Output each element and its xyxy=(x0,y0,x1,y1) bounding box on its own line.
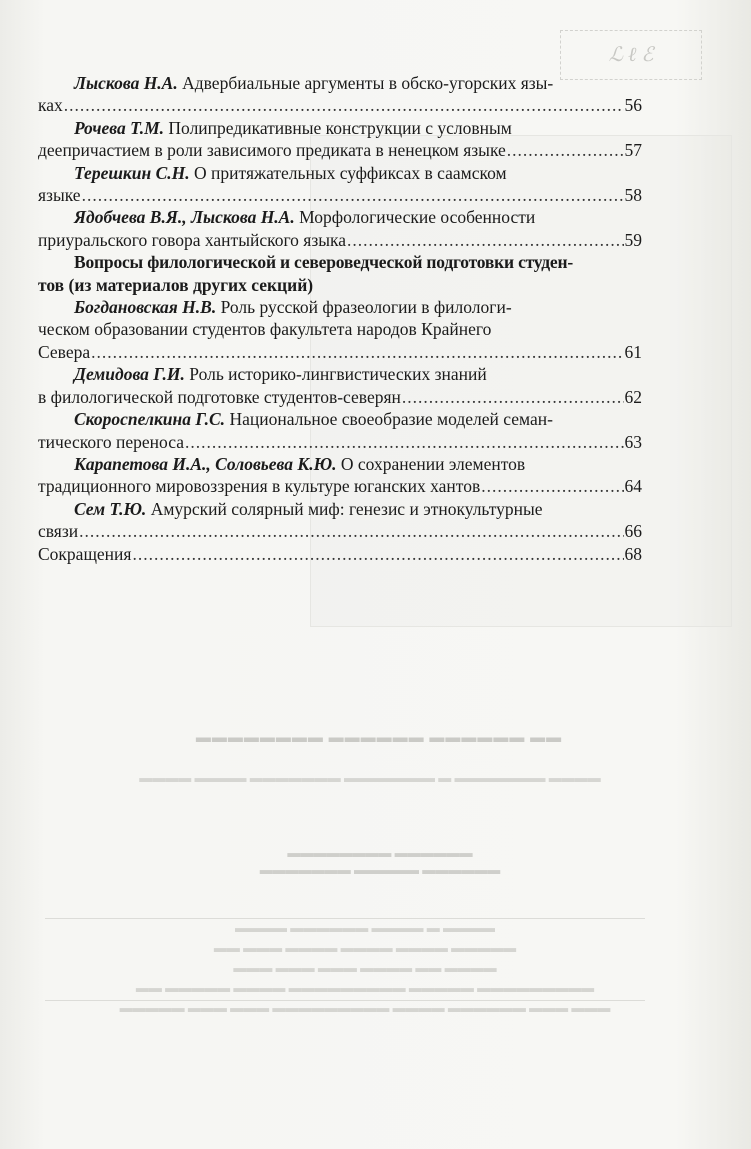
toc-title: Амурский солярный миф: генезис и этнокультурные xyxy=(146,498,543,519)
toc-page: 59 xyxy=(624,229,642,250)
toc-title-middle: ческом образовании студентов факультета народов Крайнего xyxy=(38,319,492,340)
leader-dots xyxy=(185,431,624,453)
section-heading-line: тов (из материалов других секций) xyxy=(38,274,314,295)
toc-page: 56 xyxy=(624,95,642,116)
toc-entry xyxy=(38,363,642,408)
bleed-through-text: ▬▬▬▬▬▬ ▬▬▬▬▬ ▬▬▬▬▬▬▬ xyxy=(259,862,501,877)
toc-author: Терешкин С.Н. xyxy=(74,162,190,183)
toc-title: Национальное своеобразие моделей семан- xyxy=(225,409,553,430)
toc-author: Лыскова Н.А. xyxy=(74,73,178,93)
toc-title-end: деепричастием в роли зависимого предиката в ненецком языке xyxy=(38,140,506,161)
toc-title-end: Севера xyxy=(38,341,91,362)
toc-title: Роль русской фразеологии в филологи- xyxy=(216,297,512,318)
toc-entry xyxy=(38,72,642,117)
toc-author: Рочева Т.М. xyxy=(74,117,165,138)
toc-title-end: в филологической подготовке студентов-северян xyxy=(38,386,401,407)
toc-page: 62 xyxy=(624,386,642,407)
toc-title-end: языке xyxy=(38,185,81,206)
toc-entry xyxy=(38,408,642,453)
toc-title-end: традиционного мировоззрения в культуре юганских хантов xyxy=(38,476,481,497)
toc-entry xyxy=(38,206,642,251)
toc-author: Карапетова И.А., Соловьева К.Ю. xyxy=(74,453,337,474)
bleed-through-text: ▬▬▬▬ ▬▬▬▬▬▬▬ ▬ ▬▬▬▬▬▬▬ ▬▬▬▬▬▬▬ ▬▬▬▬ ▬▬▬▬ xyxy=(139,770,601,785)
toc-title: Адвербиальные аргументы в обско-угорских язы- xyxy=(177,73,554,93)
toc-author: Богдановская Н.В. xyxy=(74,297,217,318)
toc-title: Полипредикативные конструкции с условным xyxy=(164,117,512,138)
toc-title-end: связи xyxy=(38,521,79,542)
leader-dots xyxy=(347,229,623,251)
toc-page: 68 xyxy=(624,543,642,564)
toc-entry xyxy=(38,162,642,207)
bleed-through-text: ▬▬▬▬▬▬ ▬▬▬▬▬▬▬▬ xyxy=(287,845,473,860)
toc-title: Морфологические особенности xyxy=(294,207,536,228)
toc-page: 61 xyxy=(624,341,642,362)
section-heading-line: Вопросы филологической и североведческой подготовки студен- xyxy=(74,252,573,273)
toc-page: 64 xyxy=(624,476,642,497)
toc-title-end: ках xyxy=(38,95,63,116)
leader-dots xyxy=(91,341,623,363)
table-of-contents xyxy=(38,72,642,565)
bleed-through-imprint: ▬▬▬▬ ▬ ▬▬▬▬ ▬▬▬▬▬▬ ▬▬▬▬ ▬▬▬▬▬ ▬▬▬▬ ▬▬▬▬ ▬▬▬▬ ▬▬▬ ▬▬ ▬▬▬▬ ▬▬ ▬▬▬▬ ▬▬▬ ▬▬▬ ▬▬▬ ▬▬▬▬▬▬▬▬▬ ▬▬▬▬▬ ▬▬▬▬▬▬▬▬▬ ▬▬▬▬ ▬▬▬▬▬ ▬▬ ▬▬▬ ▬▬▬ ▬▬▬▬▬▬ ▬▬▬▬ ▬▬▬▬▬▬▬▬▬ ▬▬▬ ▬▬▬ ▬▬▬▬▬ xyxy=(119,920,611,1015)
toc-title: О притяжательных суффиксах в саамском xyxy=(189,162,507,183)
toc-section-heading xyxy=(38,251,642,296)
toc-author: Сем Т.Ю. xyxy=(74,498,147,519)
toc-title: О сохранении элементов xyxy=(336,453,526,474)
abbreviations-label: Сокращения xyxy=(38,543,132,564)
toc-entry xyxy=(38,296,642,363)
toc-title-end: тического переноса xyxy=(38,431,184,452)
leader-dots xyxy=(481,475,623,497)
toc-entry xyxy=(38,117,642,162)
toc-title-end: приуральского говора хантыйского языка xyxy=(38,229,347,250)
toc-entry xyxy=(38,498,642,543)
leader-dots xyxy=(402,386,624,408)
toc-entry-abbreviations xyxy=(38,543,642,565)
toc-page: 57 xyxy=(624,140,642,161)
bleed-through-text: ▬▬ ▬▬▬▬▬▬ ▬▬▬▬▬▬ ▬▬▬▬▬▬▬▬ xyxy=(194,730,562,746)
toc-author: Ядобчева В.Я., Лыскова Н.А. xyxy=(74,207,295,228)
handwritten-mark: ℒ ℓ ℰ xyxy=(560,30,702,80)
toc-author: Демидова Г.И. xyxy=(74,364,185,385)
leader-dots xyxy=(79,520,623,542)
toc-page: 58 xyxy=(624,185,642,206)
toc-page: 66 xyxy=(624,521,642,542)
toc-title: Роль историко-лингвистических знаний xyxy=(184,364,487,385)
leader-dots xyxy=(132,543,623,565)
toc-author: Скороспелкина Г.С. xyxy=(74,409,226,430)
leader-dots xyxy=(507,139,624,161)
toc-entry xyxy=(38,453,642,498)
leader-dots xyxy=(82,184,624,206)
leader-dots xyxy=(64,94,624,116)
toc-page: 63 xyxy=(624,431,642,452)
